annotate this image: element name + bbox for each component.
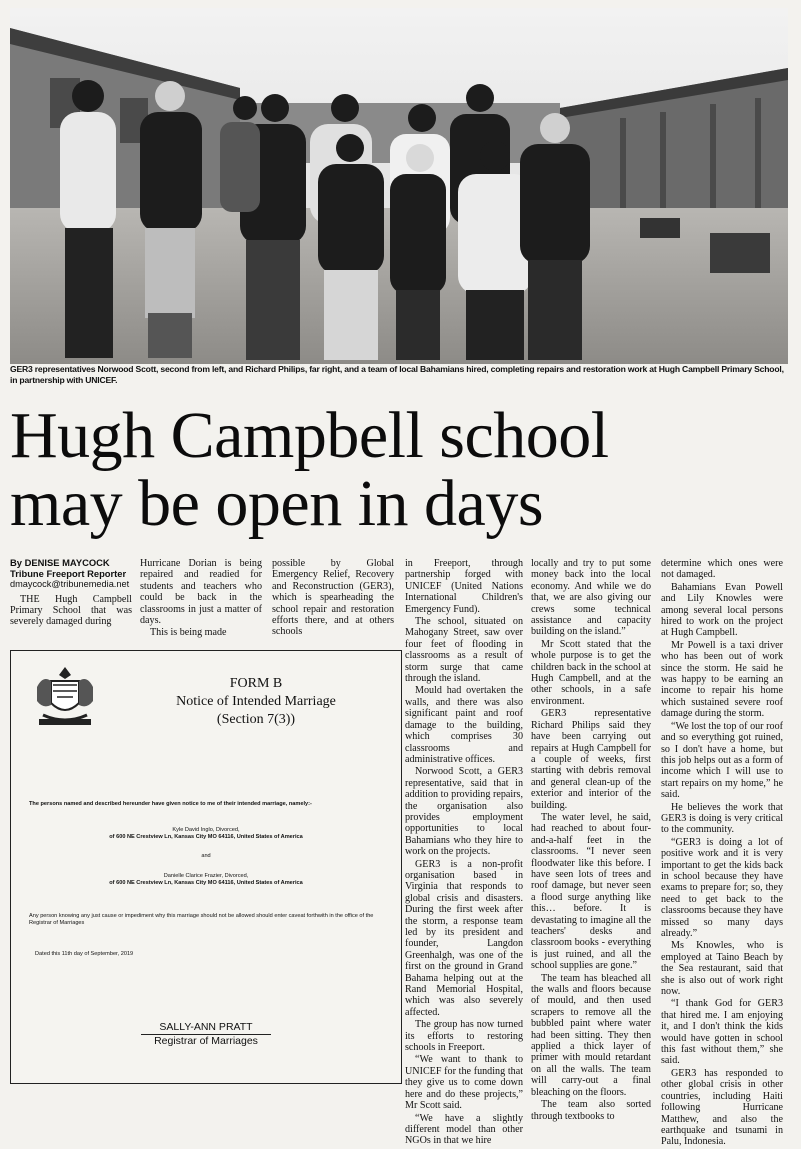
headline-line-1: Hugh Campbell school — [10, 399, 609, 472]
paragraph: This is being made — [150, 627, 227, 639]
paragraph: Mr Powell is a taxi driver who has been out of work since the storm. He said he was happy to be earning an income to repair his home which sustained severe roof damage during the storm. — [661, 639, 783, 720]
byline-email: dmaycock@tribunemedia.net — [10, 579, 130, 589]
headline-line-2: may be open in days — [10, 467, 544, 540]
paragraph: “We lost the top of our roof and so everything got ruined, so I don't have a home, but this job helps out as a form of income which I will use to start repairs on my home,” he said. — [661, 720, 783, 801]
paragraph: possible by Global Emergency Relief, Recovery and Reconstruction (GER3), which is spearheading the school repair and restoration efforts there, and at others schools — [272, 558, 394, 638]
paragraph: Mould had overtaken the walls, and there was also significant paint and roof damage to the building, which comprises 30 classrooms and administrative offices. — [405, 685, 523, 765]
article-column-2 — [140, 558, 262, 640]
article-column-4 — [405, 558, 523, 1148]
notice-caveat: Any person knowing any just cause or impediment why this marriage should not be allowed should enter caveat forthwith in the office of the Registrar of Marriages — [29, 913, 374, 926]
paragraph: He believes the work that GER3 is doing is very critical to the community. — [661, 801, 783, 836]
paragraph: Hurricane Dorian is being repaired and readied for students and teachers who could be back in the classrooms in just a matter of days. — [140, 558, 262, 627]
registrar-signature — [141, 1021, 271, 1048]
paragraph: determine which ones were not damaged. — [661, 558, 783, 581]
article-column-1 — [10, 558, 132, 629]
notice-intro: The persons named and described hereunder have given notice to me of their intended marriage, namely:- — [29, 801, 312, 807]
paragraph: GER3 representative Richard Philips said they have been carrying out repairs at Hugh Campbell for a couple of weeks, first starting with debris removal and general clean-up of the exterior and interior of the building. — [531, 708, 651, 811]
paragraph: THE Hugh Campbell Primary School that was severely damaged during — [10, 593, 132, 628]
article-column-6 — [661, 558, 783, 1149]
paragraph: in Freeport, through partnership forged with UNICEF (United Nations International Children's Emergency Fund). — [405, 558, 523, 615]
news-photo — [10, 8, 788, 364]
byline-title: Tribune Freeport Reporter — [10, 567, 127, 579]
notice-party-1 — [41, 827, 371, 841]
marriage-notice-box — [10, 650, 402, 1084]
photo-caption: GER3 representatives Norwood Scott, second from left, and Richard Philips, far right, and a team of local Bahamians hired, completing repairs and restoration work at Hugh Campbell Primary School, in partnership with UNICEF. — [10, 364, 784, 385]
party-2-address: of 600 NE Crestview Ln, Kansas City MO 64116, United States of America — [109, 880, 303, 886]
paragraph: Ms Knowles, who is employed at Taino Beach by the Sea restaurant, said that she is also out of work right now. — [661, 940, 783, 998]
paragraph: The group has now turned its efforts to restoring schools in Freeport. — [405, 1019, 523, 1054]
paragraph: Norwood Scott, a GER3 representative, said that in addition to providing repairs, the organisation also provides employment opportunities to local Bahamians who they hire to work on the projects. — [405, 766, 523, 858]
paragraph: GER3 has responded to other global crisis in other countries, including Haiti following Hurricane Matthew, and also the earthquake and tsunami in Palu, Indonesia. — [661, 1067, 783, 1148]
headline — [10, 399, 790, 540]
paragraph: The school, situated on Mahogany Street, saw over four feet of flooding in classrooms as a result of storm surge that came through the island. — [405, 616, 523, 685]
byline-author: By DENISE MAYCOCK — [10, 557, 110, 568]
party-1-name: Kyle David Inglo, Divorced, — [172, 827, 240, 833]
paragraph: The water level, he said, had reached to about four-and-a-half feet in the classrooms. “I never seen floodwater like this before. I have seen lots of trees and roof damage, but never seen a flood surge anything like this… before. It is devastating to imagine all the teachers' desks and classroom books - everything is just ruined, and all the school supplies are gone.” — [531, 811, 651, 972]
paragraph: “I thank God for GER3 that hired me. I am enjoying it, and I don't think the kids would have gotten in school this fast without them,” she said. — [661, 998, 783, 1067]
article-column-5 — [531, 558, 651, 1123]
party-1-address: of 600 NE Crestview Ln, Kansas City MO 64116, United States of America — [109, 834, 303, 840]
notice-form-label: FORM B — [229, 676, 283, 691]
notice-title: Notice of Intended Marriage — [176, 694, 336, 709]
notice-dated: Dated this 11th day of September, 2019 — [35, 951, 134, 957]
registrar-title: Registrar of Marriages — [141, 1034, 271, 1048]
notice-and: and — [201, 853, 211, 859]
notice-party-2 — [41, 873, 371, 887]
paragraph: Bahamians Evan Powell and Lily Knowles were among several local persons hired to work on the project at Hugh Campbell. — [661, 581, 783, 639]
notice-section: (Section 7(3)) — [216, 712, 296, 727]
paragraph: The team has bleached all the walls and floors because of mould, and then used scrapers to remove all the bubbled paint where water had been sitting. They then applied a thick layer of primer with mould retardant on all the walls. The team will carry-out a final bleaching on the floors. — [531, 972, 651, 1098]
paragraph: “GER3 is doing a lot of positive work and it is very important to get the kids back in school because they have exams to prepare for; so, they need to get back to the classrooms because they have missed so many days already.” — [661, 836, 783, 939]
paragraph: “We want to thank to UNICEF for the funding that they give us to come down here and do these projects,” Mr Scott said. — [405, 1054, 523, 1112]
paragraph: Mr Scott stated that the whole purpose is to get the children back in the school at Hugh Campbell, and at the other schools, in a safe environment. — [531, 638, 651, 707]
article-column-3 — [272, 558, 394, 639]
notice-title-block — [131, 675, 381, 729]
paragraph: The team also sorted through textbooks to — [531, 1099, 651, 1122]
paragraph: “We have a slightly different model than other NGOs in that we hire — [405, 1112, 523, 1147]
paragraph: locally and try to put some money back into the local economy. And while we do that, we are also giving our crews some technical assistance and capacity building on the island.” — [531, 558, 651, 638]
photo-illustration — [10, 8, 788, 364]
bahamas-coat-of-arms-icon — [29, 661, 101, 733]
registrar-name: SALLY-ANN PRATT — [159, 1021, 253, 1033]
party-2-name: Danielle Clarice Frazier, Divorced, — [163, 873, 249, 879]
paragraph: GER3 is a non-profit organisation based in Virginia that responds to global crisis and disasters. During the first week after the storm, a response team led by its president and founder, Langdon Greenhalgh, was one of the first on the ground in Grand Bahama helping out at the Rand Memorial Hospital, which was also severely affected. — [405, 858, 523, 1018]
